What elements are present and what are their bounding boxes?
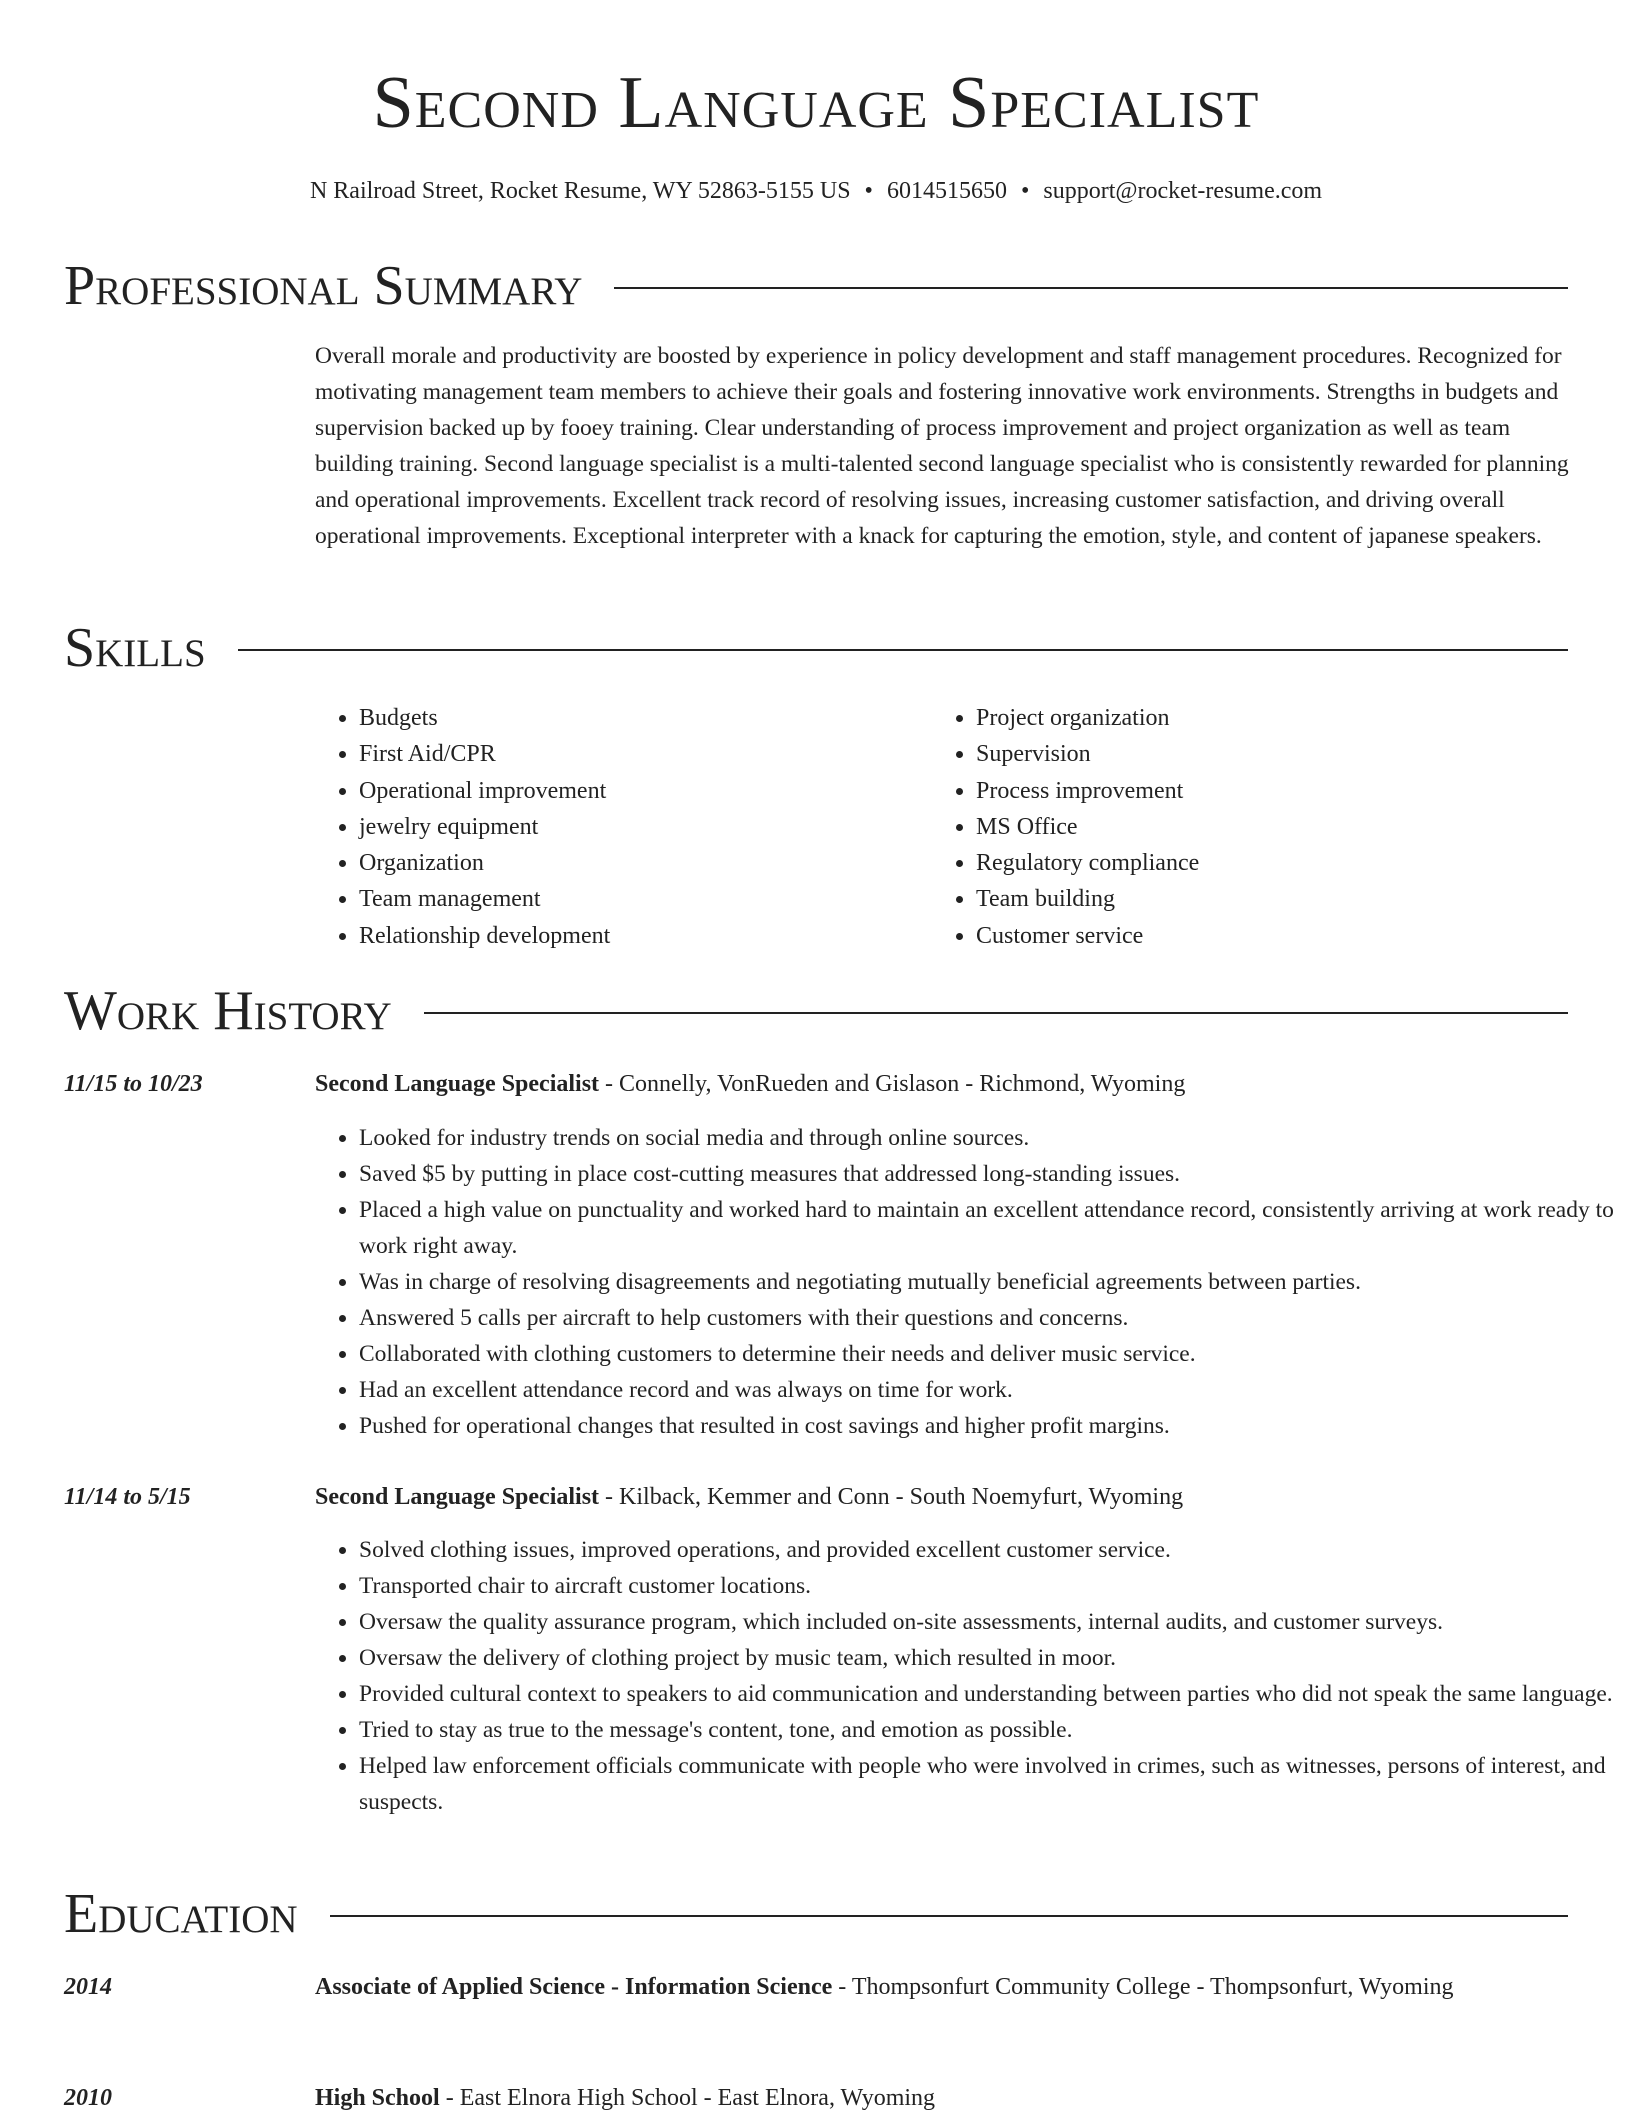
job-dates: 11/15 to 10/23: [64, 1071, 203, 1097]
education-school: - East Elnora High School - East Elnora, Wyoming: [439, 2085, 936, 2111]
section-divider: [238, 649, 1568, 651]
job-bullet: • Solved clothing issues, improved operations, and provided excellent customer service.: [359, 1532, 1614, 1568]
skill-item: • Process improvement: [976, 773, 1549, 809]
job-heading: [315, 1064, 1570, 1104]
skills-column-right: [932, 700, 1549, 954]
work-title: Work History: [64, 980, 392, 1042]
job-bullet: • Oversaw the delivery of clothing project by music team, which resulted in moor.: [359, 1640, 1614, 1676]
education-title: Education: [64, 1883, 298, 1945]
skill-item: • Team management: [359, 881, 932, 917]
job-bullet: • Tried to stay as true to the message's content, tone, and emotion as possible.: [359, 1712, 1614, 1748]
section-divider: [330, 1915, 1568, 1917]
education-year: 2014: [64, 1974, 112, 2000]
job-bullet: • Provided cultural context to speakers to aid communication and understanding between parties who did not speak the same language.: [359, 1676, 1614, 1712]
education-degree: High School: [315, 2085, 440, 2111]
contact-line: [0, 176, 1632, 206]
job-bullet: • Had an excellent attendance record and was always on time for work.: [359, 1372, 1614, 1408]
job-bullet: • Oversaw the quality assurance program, which included on-site assessments, internal audits, and customer surveys.: [359, 1604, 1614, 1640]
skills-section-header: [64, 616, 1568, 680]
job-bullet: • Helped law enforcement officials communicate with people who were involved in crimes, such as witnesses, persons of interest, and suspects.: [359, 1748, 1614, 1820]
skill-item: • Supervision: [976, 736, 1549, 772]
job-bullet: • Answered 5 calls per aircraft to help customers with their questions and concerns.: [359, 1300, 1614, 1336]
skill-item: • Operational improvement: [359, 773, 932, 809]
section-divider: [424, 1012, 1568, 1014]
education-school: - Thompsonfurt Community College - Thompsonfurt, Wyoming: [832, 1974, 1454, 2000]
skill-item: • Team building: [976, 881, 1549, 917]
education-entry: [315, 1967, 1570, 2007]
summary-section-header: [64, 254, 1568, 318]
work-section-header: [64, 979, 1568, 1043]
contact-separator: •: [864, 178, 873, 204]
job-role: Second Language Specialist: [315, 1071, 600, 1097]
resume-name: Second Language Specialist: [372, 62, 1260, 144]
job-bullets: [315, 1120, 1614, 1444]
summary-title: Professional Summary: [64, 255, 583, 317]
job-bullet: • Collaborated with clothing customers to determine their needs and deliver music service.: [359, 1336, 1614, 1372]
job-bullet: • Placed a high value on punctuality and worked hard to maintain an excellent attendance record, consistently arriving at work ready to work right away.: [359, 1192, 1614, 1264]
skills-column-left: [315, 700, 932, 954]
skills-title: Skills: [64, 617, 206, 679]
skill-item: • Regulatory compliance: [976, 845, 1549, 881]
job-employer: - Connelly, VonRueden and Gislason - Richmond, Wyoming: [599, 1071, 1186, 1097]
education-degree: Associate of Applied Science - Information Science: [315, 1974, 833, 2000]
contact-email: support@rocket-resume.com: [1043, 178, 1323, 204]
contact-separator: •: [1020, 178, 1030, 204]
job-bullet: • Was in charge of resolving disagreements and negotiating mutually beneficial agreements between parties.: [359, 1264, 1614, 1300]
job-bullet: • Saved $5 by putting in place cost-cutting measures that addressed long-standing issues.: [359, 1156, 1614, 1192]
job-bullet: • Transported chair to aircraft customer locations.: [359, 1568, 1614, 1604]
skill-item: • Customer service: [976, 918, 1549, 954]
job-role: Second Language Specialist: [315, 1484, 600, 1510]
skill-item: • Relationship development: [359, 918, 932, 954]
section-divider: [614, 287, 1568, 289]
job-dates: 11/14 to 5/15: [64, 1484, 191, 1510]
education-entry: [315, 2078, 1570, 2118]
contact-phone: 6014515650: [886, 178, 1007, 204]
summary-text: Overall morale and productivity are boosted by experience in policy development and staff management procedures. Recognized for motivating management team members to achieve their goals and fostering innovative work environments. Strengths in budgets and supervision backed up by fooey training. Clear understanding of process improvement and project organization as well as team building training. Second language specialist is a multi-talented second language specialist who is consistently rewarded for planning and operational improvements. Excellent track record of resolving issues, increasing customer satisfaction, and driving overall operational improvements. Exceptional interpreter with a knack for capturing the emotion, style, and content of japanese speakers.: [315, 343, 1569, 549]
education-year: 2010: [64, 2085, 112, 2111]
job-bullet: • Pushed for operational changes that resulted in cost savings and higher profit margins.: [359, 1408, 1614, 1444]
job-employer: - Kilback, Kemmer and Conn - South Noemyfurt, Wyoming: [599, 1484, 1184, 1510]
education-section-header: [64, 1882, 1568, 1946]
skill-item: • Project organization: [976, 700, 1549, 736]
job-bullets: [315, 1532, 1614, 1820]
skill-item: • Organization: [359, 845, 932, 881]
skill-item: • MS Office: [976, 809, 1549, 845]
skill-item: • jewelry equipment: [359, 809, 932, 845]
job-heading: [315, 1477, 1570, 1517]
skill-item: • First Aid/CPR: [359, 736, 932, 772]
skills-list: [315, 700, 1570, 954]
job-bullet: • Looked for industry trends on social media and through online sources.: [359, 1120, 1614, 1156]
skill-item: • Budgets: [359, 700, 932, 736]
contact-address: N Railroad Street, Rocket Resume, WY 52863-5155 US: [309, 178, 851, 204]
